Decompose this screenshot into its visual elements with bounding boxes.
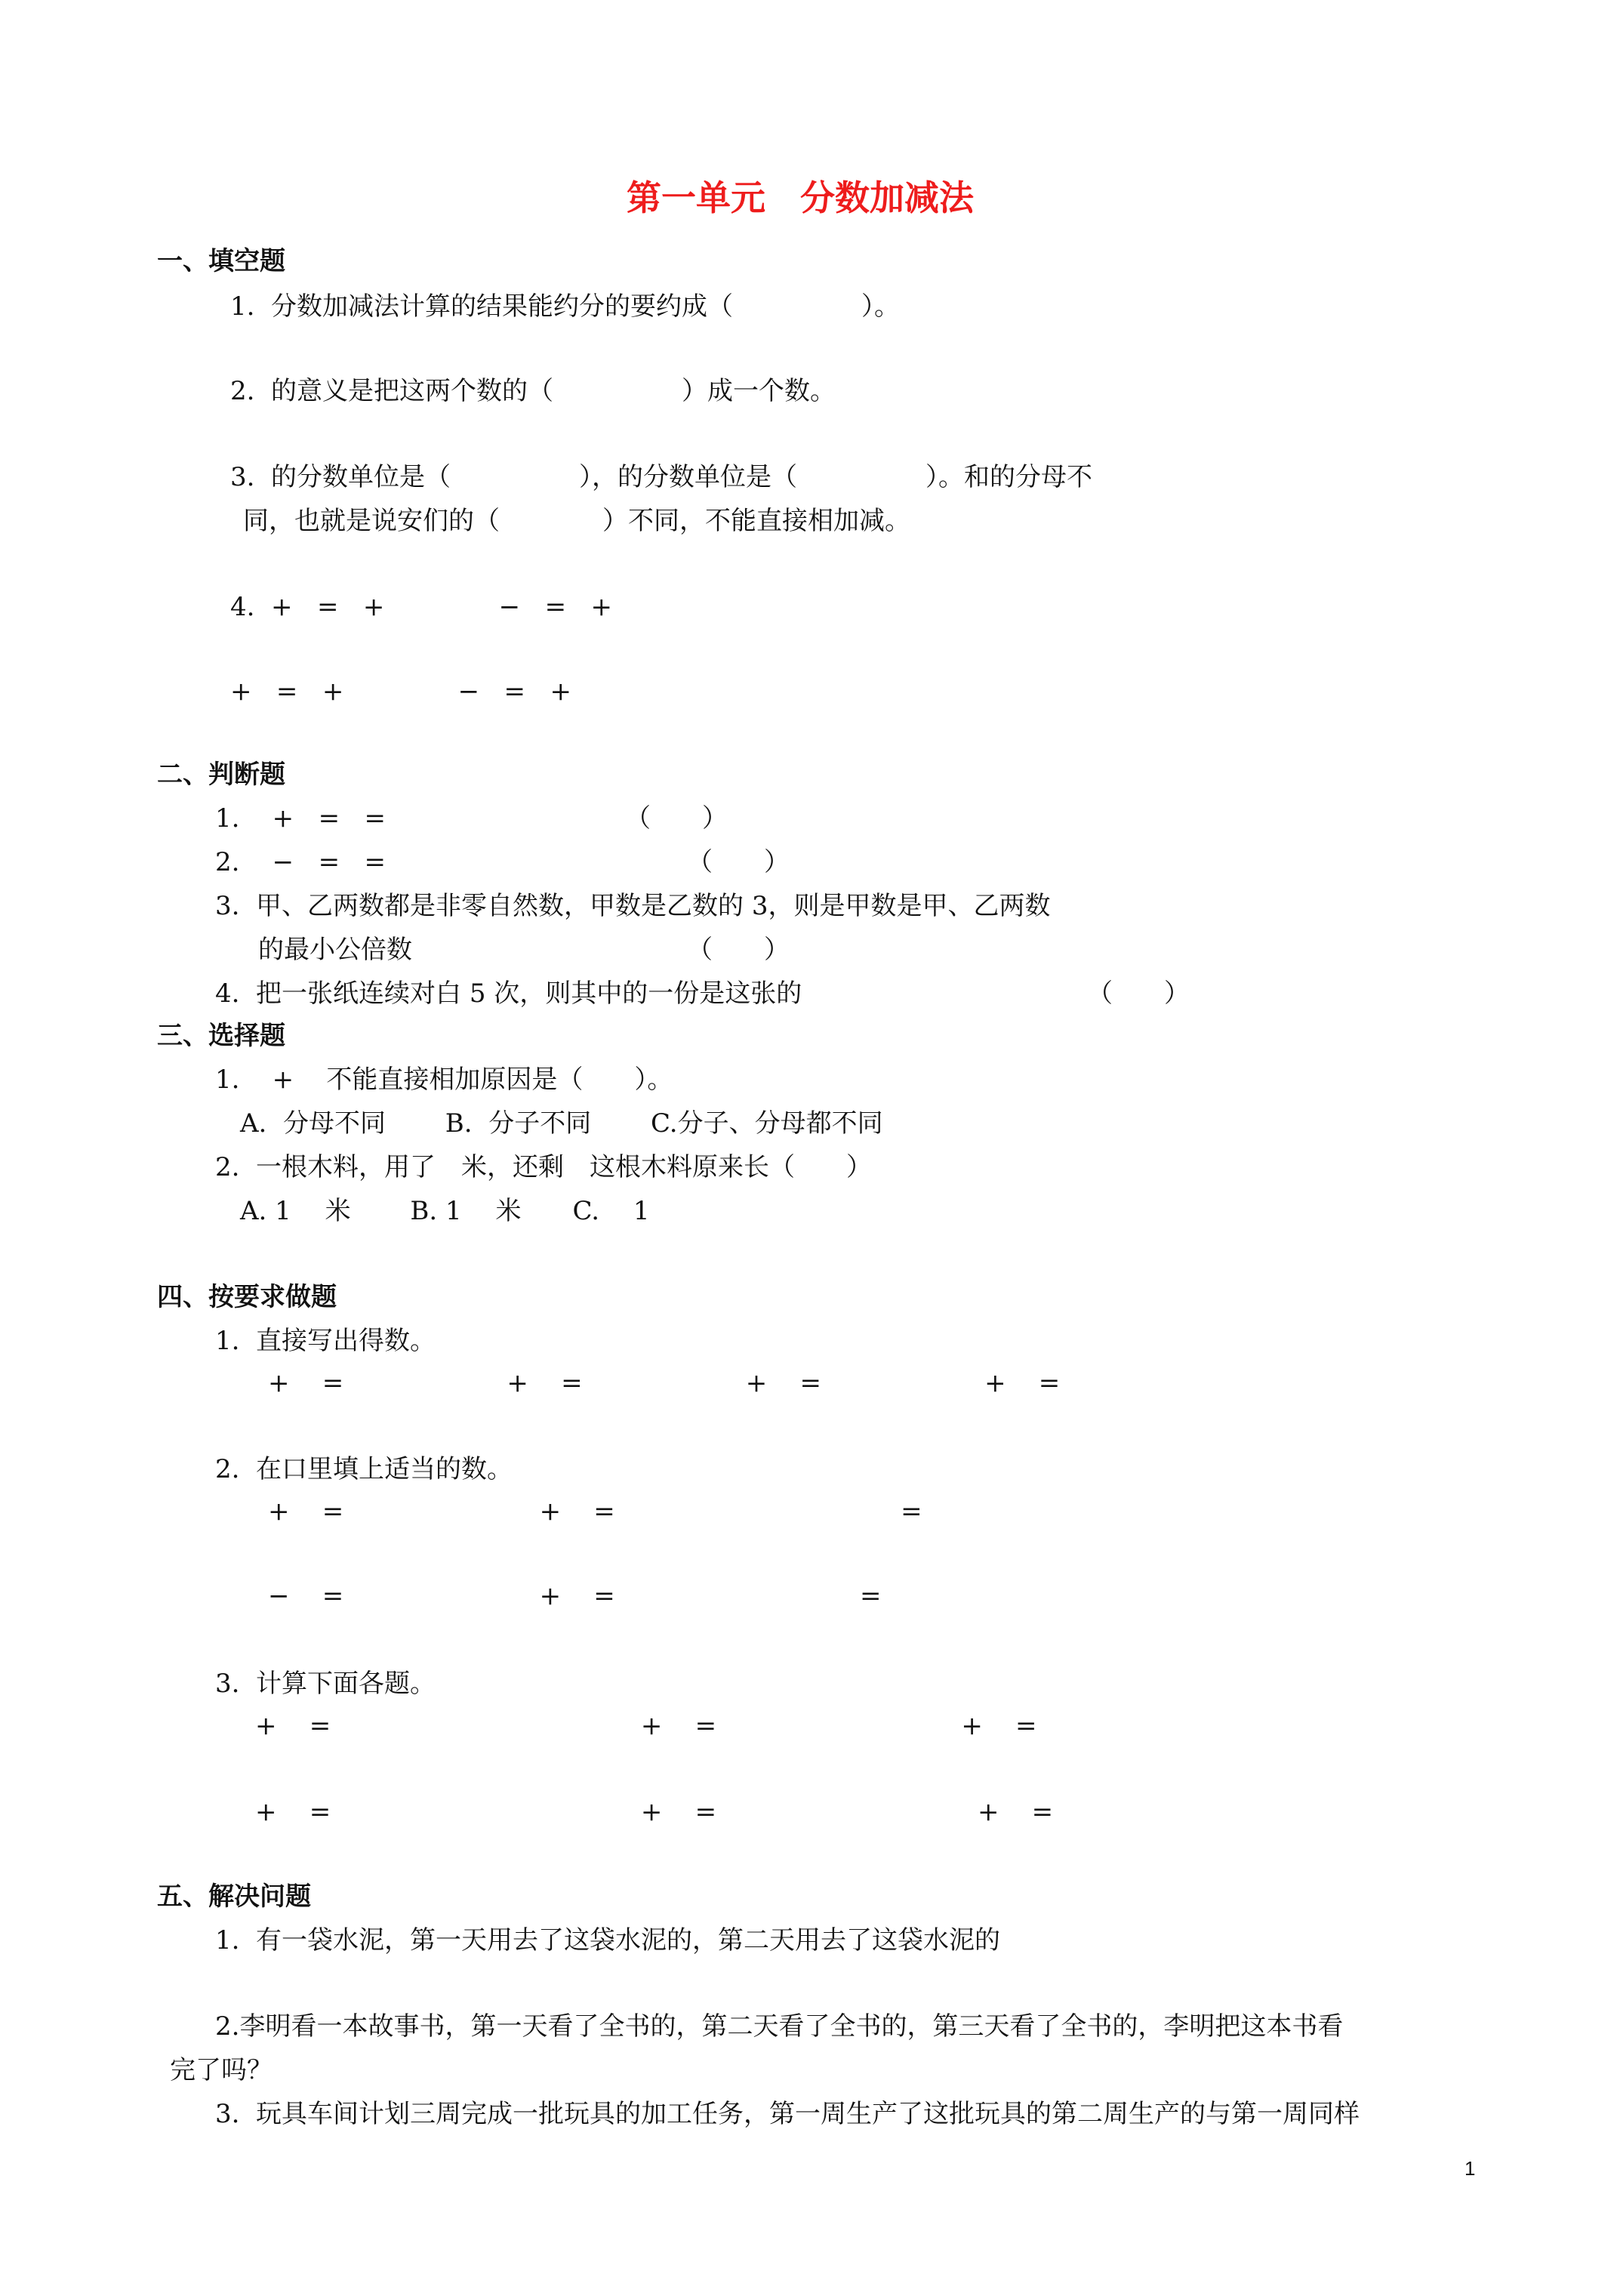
fill-blank-q3-line1: 3. 的分数单位是（ ），的分数单位是（ ）。和的分母不 (230, 462, 1093, 492)
section-heading-fill-blank: 一、填空题 (157, 246, 285, 276)
fill-blank-q4-line2: + = + − = + (230, 676, 571, 707)
exercise-q3-equations-2: + = + = + = (255, 1797, 1054, 1827)
true-false-q3-line1: 3. 甲、乙两数都是非零自然数，甲数是乙数的 3，则是甲数是甲、乙两数 (215, 891, 1051, 921)
true-false-q2-answer: （ ） (687, 847, 790, 877)
choice-q1-options: A. 分母不同 B. 分子不同 C.分子、分母都不同 (240, 1108, 883, 1139)
exercise-q2: 2. 在口里填上适当的数。 (215, 1454, 513, 1484)
section-heading-word-problems: 五、解决问题 (157, 1881, 311, 1912)
fill-blank-q1: 1. 分数加减法计算的结果能约分的要约成（ ）。 (230, 291, 901, 322)
true-false-q4-answer: （ ） (1087, 978, 1190, 1009)
exercise-q1: 1. 直接写出得数。 (215, 1326, 436, 1356)
word-problem-q2-line1: 2.李明看一本故事书，第一天看了全书的，第二天看了全书的，第三天看了全书的，李明把这本书看 (215, 2011, 1344, 2042)
true-false-q1: 1. + = = (215, 803, 386, 834)
true-false-q3-line2: 的最小公倍数 (258, 935, 412, 965)
choice-q2-options: A. 1 米 B. 1 米 C. 1 (240, 1196, 650, 1226)
true-false-q4: 4. 把一张纸连续对白 5 次，则其中的一份是这张的 (215, 978, 802, 1009)
true-false-q1-answer: （ ） (625, 803, 728, 834)
word-problem-q1: 1. 有一袋水泥，第一天用去了这袋水泥的，第二天用去了这袋水泥的 (215, 1925, 1001, 1955)
exercise-q3: 3. 计算下面各题。 (215, 1669, 436, 1699)
fill-blank-q4-line1: 4. + = + − = + (230, 592, 612, 622)
page-number: 1 (1464, 2157, 1476, 2180)
choice-q1: 1. + 不能直接相加原因是（ ）。 (215, 1065, 673, 1095)
exercise-q1-equations: + = + = + = + = (268, 1368, 1061, 1398)
true-false-q3-answer: （ ） (687, 935, 790, 965)
exercise-q2-equations-1: + = + = = (268, 1496, 922, 1527)
word-problem-q2-line2: 完了吗？ (170, 2055, 273, 2085)
exercise-q2-equations-2: − = + = = (268, 1581, 882, 1611)
choice-q2: 2. 一根木料，用了 米，还剩 这根木料原来长（ ） (215, 1152, 873, 1182)
exercise-q3-equations-1: + = + = + = (255, 1711, 1037, 1741)
section-heading-true-false: 二、判断题 (157, 760, 285, 790)
fill-blank-q3-line2: 同，也就是说安们的（ ）不同，不能直接相加减。 (243, 506, 910, 536)
true-false-q2: 2. − = = (215, 847, 386, 877)
fill-blank-q2: 2. 的意义是把这两个数的（ ）成一个数。 (230, 376, 836, 406)
word-problem-q3: 3. 玩具车间计划三周完成一批玩具的加工任务，第一周生产了这批玩具的第二周生产的与第一周同样 (215, 2099, 1360, 2129)
section-heading-exercises: 四、按要求做题 (157, 1282, 337, 1312)
page-title: 第一单元 分数加减法 (627, 177, 974, 218)
section-heading-choice: 三、选择题 (157, 1021, 285, 1051)
